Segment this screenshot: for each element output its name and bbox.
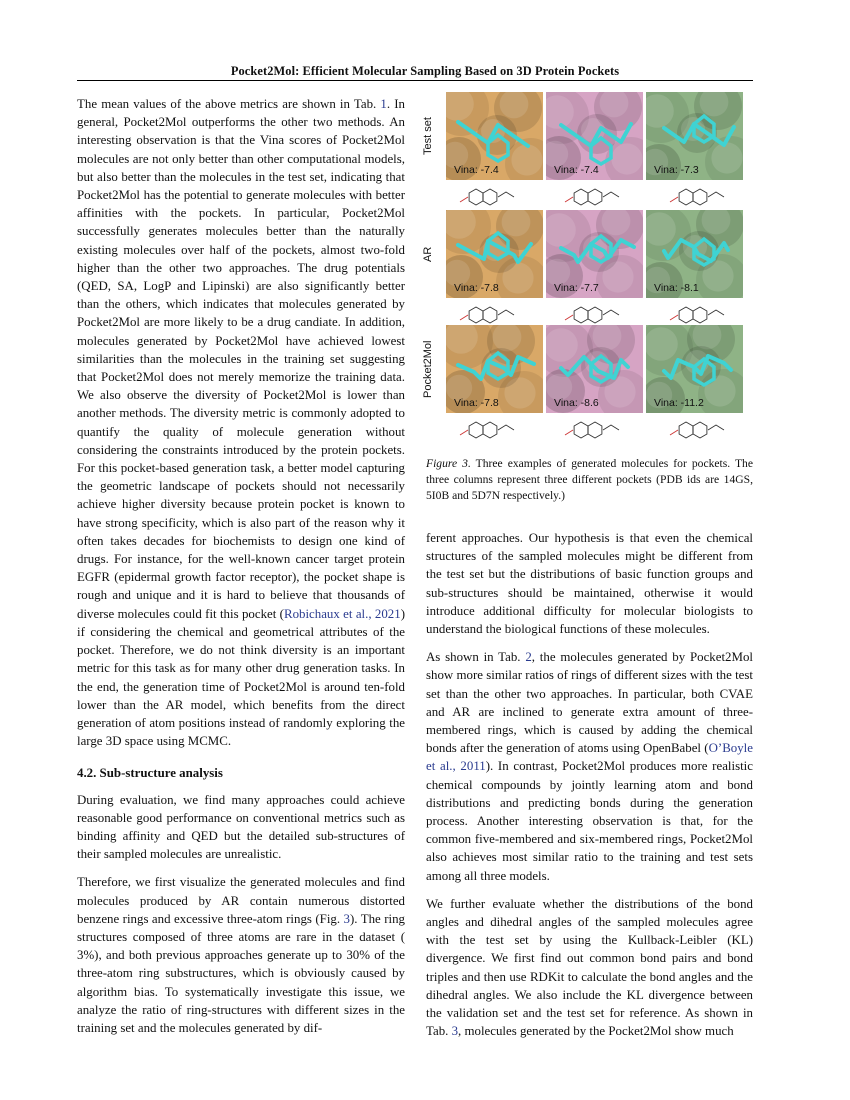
reference-link[interactable]: Robichaux et al., 2021 xyxy=(283,606,401,621)
pocket-panel xyxy=(546,92,643,180)
vina-score: Vina: -7.4 xyxy=(554,164,599,176)
section-heading: 4.2. Sub-structure analysis xyxy=(77,766,223,781)
vina-score: Vina: -7.4 xyxy=(454,164,499,176)
pocket-panel xyxy=(646,210,743,298)
pocket-panel xyxy=(446,92,543,180)
right-paragraph-3: We further evaluate whether the distributions of the bond angles and dihedral angles of the sampled molecules agree with the test set by using the Kullback-Leibler (KL) divergence. We first find out common bond pairs and bond triples and then use RDKit to calculate the bond angles and the dihedral angles. We also include the KL divergence between the validation set and the test set for reference. As shown in Tab. 3, molecules generated by the Pocket2Mol show much xyxy=(426,896,753,1039)
left-column xyxy=(77,95,405,1047)
figure-3 xyxy=(422,92,753,444)
reference-link[interactable]: 2 xyxy=(525,650,532,665)
running-title: Pocket2Mol: Efficient Molecular Sampling Based on 3D Protein Pockets xyxy=(230,64,620,78)
vina-score: Vina: -7.8 xyxy=(454,397,499,409)
figure-caption xyxy=(426,456,753,504)
vina-score: Vina: -8.1 xyxy=(654,282,699,294)
reference-link[interactable]: O’Boyle et al., 2011 xyxy=(426,741,753,774)
caption-text: Three examples of generated molecules for pockets. The three columns represent three different pockets (PDB ids are 14GS, 5I0B and 5D7N respectively.) xyxy=(426,457,753,502)
left-paragraph-2: During evaluation, we find many approaches could achieve reasonable good performance on conventional metrics such as binding affinity and QED but the detailed sub-structures of their sampled molecules are unrealistic. xyxy=(77,792,405,862)
caption-label: Figure 3. xyxy=(426,457,471,470)
reference-link[interactable]: 3 xyxy=(451,1024,459,1039)
vina-score: Vina: -11.2 xyxy=(654,397,704,409)
pocket-panel xyxy=(646,92,743,180)
reference-link[interactable]: 1 xyxy=(380,97,387,111)
vina-score: Vina: -7.7 xyxy=(554,282,599,294)
left-paragraph-3: Therefore, we first visualize the generated molecules and find molecules produced by AR contain numerous distorted benzene rings and excessive three-atom rings (Fig. 3). The ring structures composed of three atoms are rare in the dataset ( 3%), and both previous approaches generate up to 30% of the three-atom ring substructures, which is obviously caused by algorithm bias. To systematically investigate this issue, we analyze the ratio of ring-structures with different sizes in the training set and the molecules generated by dif- xyxy=(77,875,405,1035)
vina-score: Vina: -7.3 xyxy=(654,164,699,176)
molecule-structure-sketch xyxy=(546,415,643,445)
reference-link[interactable]: 3 xyxy=(343,911,350,926)
right-paragraph-1: ferent approaches. Our hypothesis is that even the chemical structures of the sampled molecules might be different from the test set but the distributions of basic function groups and sub-structures should be maintained, otherwise it would introduce additional difficulty for molecular biologists to understand the biological functions of these molecules. xyxy=(426,531,753,637)
molecule-structure-sketch xyxy=(446,415,543,445)
row-label-ar: AR xyxy=(422,246,434,262)
left-paragraph-1: The mean values of the above metrics are shown in Tab. 1. In general, Pocket2Mol outperforms the other two methods. An interesting observation is that the Vina scores of Pocket2Mol molecules are not only better than other computational models, but also better than the molecules in the test set, indicating that Pocket2Mol has the potential to generate molecules with better affinities with the pockets. In particular, Pocket2Mol successfully generates molecules better than the naturally existing molecules over half of the pockets, almost two-fold higher than the other two approaches. The drug potentials (QED, SA, LogP and Lipinski) are also significantly better than the others, which indicates that molecules generated by Pocket2Mol are more likely to be a drug candiate. In addition, molecules generated by Pocket2Mol have achieved lowest similarities than the molecules in the training set suggesting that Pocket2Mol does not merely memorize the training data. We also observe the diversity of Pocket2Mol is lower than another methods. The diversity metric is commonly adopted to quantify the quality of molecule generation without considering the constraints introduced by the protein pockets. For this pocket-based generation task, a better model capturing the geometric landscape of pockets should not necessarily achieve higher diversity because protein pocket is known to have strong specificity, which is also part of the reason why it often takes decades for biochemists to design one kind of drugs. For instance, for the well-known cancer target protein EGFR (epidermal growth factor receptor), the pocket shape is rough and unique and it is hard to believe that thousands of diverse molecules could fit this pocket (Robichaux et al., 2021) if considering the chemical and geometrical attributes of the pocket. Therefore, we do not think diversity is an important metric for this task as for many other drug generation tasks. In the end, the generation time of Pocket2Mol is around ten-fold lower than the AR model, which benefits from the direct generation of atom positions instead of randomly exploring the large 3D space using MCMC. xyxy=(77,97,405,749)
pocket-panel xyxy=(446,325,543,413)
vina-score: Vina: -7.8 xyxy=(454,282,499,294)
row-label-pocket2mol: Pocket2Mol xyxy=(422,340,434,398)
right-column xyxy=(426,529,753,1050)
right-paragraph-2: As shown in Tab. 2, the molecules generated by Pocket2Mol show more similar ratios of rings of different sizes with the test set than the other two approaches. In particular, both CVAE and AR are inclined to generate extra amount of three-membered rings, which is caused by adding the chemical bonds after the generation of atoms using OpenBabel (O’Boyle et al., 2011). In contrast, Pocket2Mol produces more realistic chemical compounds by jointly learning atom and bond distributions and predicting bonds during the generation process. Another interesting observation is that, for the common five-membered and six-membered rings, Pocket2Mol also achieves most similar ratio to the training and test sets among all three models. xyxy=(426,650,753,883)
pocket-panel xyxy=(646,325,743,413)
pocket-panel xyxy=(446,210,543,298)
molecule-structure-sketch xyxy=(646,415,743,445)
row-label-test-set: Test set xyxy=(422,117,434,155)
vina-score: Vina: -8.6 xyxy=(554,397,599,409)
molecule-structure-sketch xyxy=(546,182,643,212)
molecule-structure-sketch xyxy=(646,182,743,212)
molecule-structure-sketch xyxy=(446,182,543,212)
pocket-panel xyxy=(546,325,643,413)
pocket-panel xyxy=(546,210,643,298)
header-rule xyxy=(77,80,753,81)
